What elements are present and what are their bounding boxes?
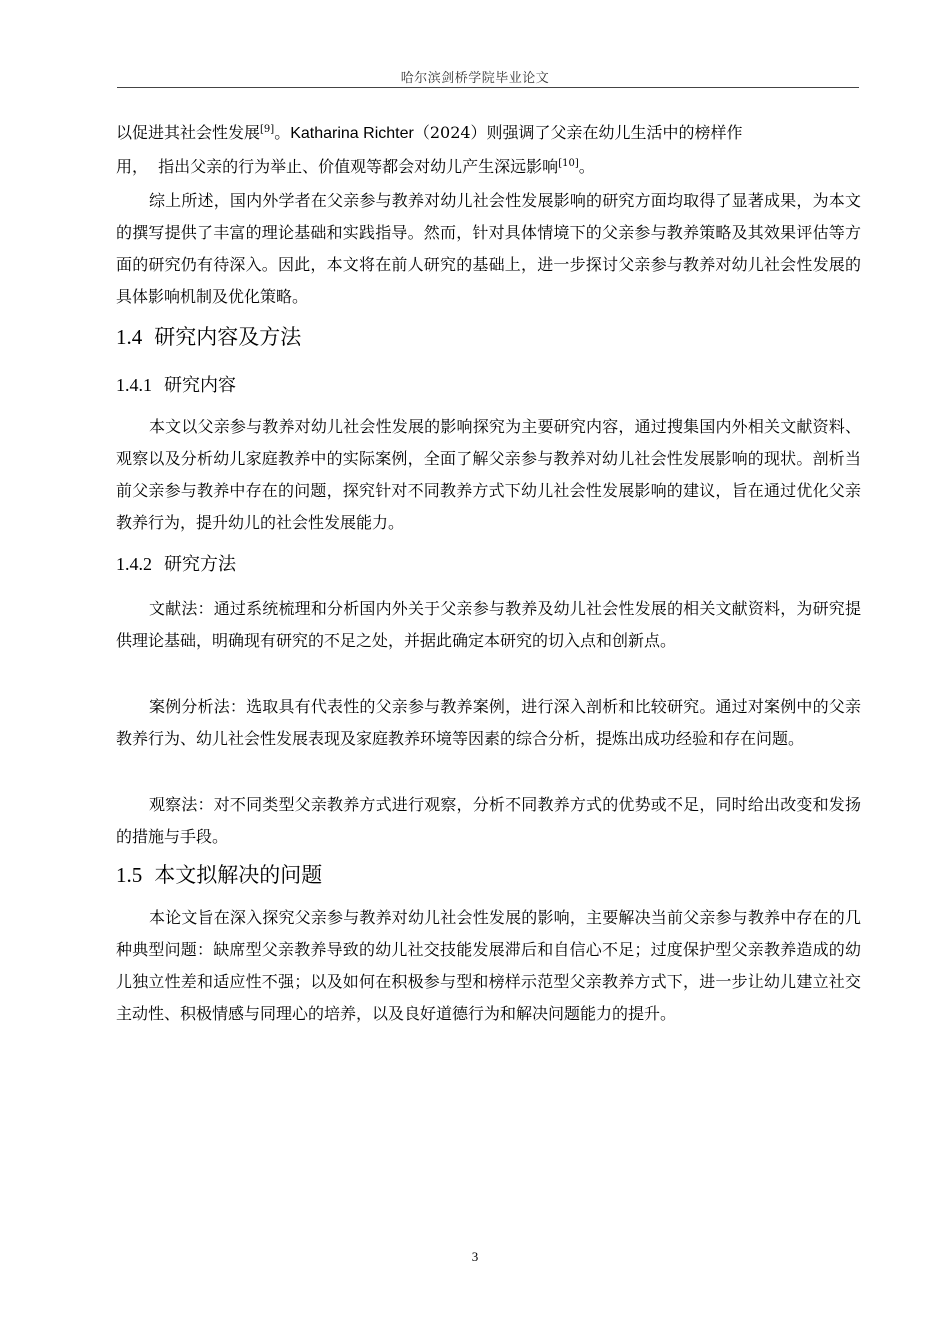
summary-paragraph: 综上所述，国内外学者在父亲参与教养对幼儿社会性发展影响的研究方面均取得了显著成果，为本文的撰写提供了丰富的理论基础和实践指导。然而，针对具体情境下的父亲参与教养策略及其效果评估等方面的研究仍有待深入。因此，本文将在前人研究的基础上，进一步探讨父亲参与教养对幼儿社会性发展的具体影响机制及优化策略。 [116,191,861,306]
intro-line-1-text-a: 以促进其社会性发展 [116,123,261,142]
running-header: 哈尔滨剑桥学院毕业论文 [400,71,550,86]
page-number: 3 [471,1249,479,1264]
intro-line-2-text-a: 用， 指出父亲的行为举止、价值观等都会对幼儿产生深远影响 [116,157,559,176]
intro-line-2-text-b: 。 [578,157,595,176]
section-number: 1.5 [116,863,143,887]
header-divider [117,87,859,88]
intro-line-1-text-b: 。 [274,123,291,142]
literature-method-paragraph: 文献法：通过系统梳理和分析国内外关于父亲参与教养及幼儿社会性发展的相关文献资料，为研究提供理论基础，明确现有研究的不足之处，并据此确定本研究的切入点和创新点。 [116,599,861,650]
subsection-title: 研究内容 [164,375,236,396]
subsection-title: 研究方法 [164,554,236,575]
section-number: 1.4 [116,325,143,349]
research-content-paragraph: 本文以父亲参与教养对幼儿社会性发展的影响探究为主要研究内容，通过搜集国内外相关文献资料、观察以及分析幼儿家庭教养中的实际案例，全面了解父亲参与教养对幼儿社会性发展影响的现状。剖析当前父亲参与教养中存在的问题，探究针对不同教养方式下幼儿社会性发展影响的建议，旨在通过优化父亲教养行为，提升幼儿的社会性发展能力。 [116,417,861,532]
subsection-number: 1.4.1 [116,375,152,395]
citation-9: [9] [260,124,275,135]
citation-10: [10] [558,158,579,169]
subsection-number: 1.4.2 [116,554,152,574]
author-name: Katharina Richter [290,125,414,142]
subsection-heading-1-4-1 [116,371,236,400]
intro-line-2 [116,151,595,183]
subsection-heading-1-4-2 [116,550,236,579]
case-analysis-method-paragraph: 案例分析法：选取具有代表性的父亲参与教养案例，进行深入剖析和比较研究。通过对案例中的父亲教养行为、幼儿社会性发展表现及家庭教养环境等因素的综合分析，提炼出成功经验和存在问题。 [116,697,861,748]
section-title: 本文拟解决的问题 [154,863,323,887]
section-heading-1-5 [116,860,322,890]
observation-method-paragraph: 观察法：对不同类型父亲教养方式进行观察，分析不同教养方式的优势或不足，同时给出改变和发扬的措施与手段。 [116,795,861,846]
section-heading-1-4 [116,322,301,352]
section-title: 研究内容及方法 [154,325,302,349]
intro-line-1-text-c: （2024）则强调了父亲在幼儿生活中的榜样作 [413,123,743,142]
intro-line-1 [116,117,743,150]
problems-paragraph: 本论文旨在深入探究父亲参与教养对幼儿社会性发展的影响，主要解决当前父亲参与教养中存在的几种典型问题：缺席型父亲教养导致的幼儿社交技能发展滞后和自信心不足；过度保护型父亲教养造成的幼儿独立性差和适应性不强；以及如何在积极参与型和榜样示范型父亲教养方式下，进一步让幼儿建立社交主动性、积极情感与同理心的培养，以及良好道德行为和解决问题能力的提升。 [116,908,861,1023]
